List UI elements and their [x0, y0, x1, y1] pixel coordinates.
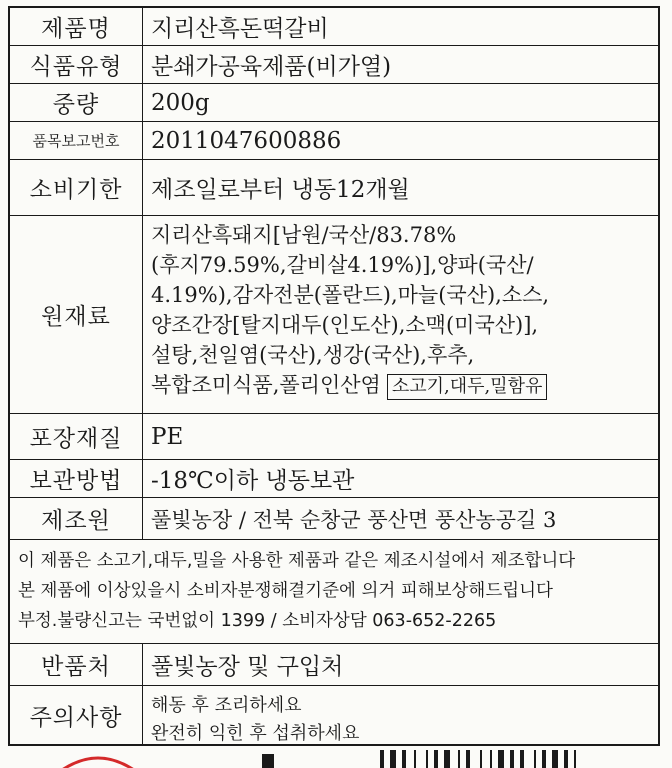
row-food-type [10, 46, 658, 84]
ingredients-line: 지리산흑돼지[남원/국산/83.78% [151, 223, 457, 247]
barcode-bar [434, 750, 438, 768]
barcode-bar [414, 750, 416, 768]
caution-value [151, 686, 652, 744]
row-storage [10, 460, 658, 498]
storage-key: 보관방법 [10, 460, 143, 497]
stamp-circle-arc [62, 758, 134, 768]
notice-line: 본 제품에 이상있을시 소비자분쟁해결기준에 의거 피해보상해드립니다 [18, 581, 553, 601]
ingredients-line: (후지79.59%,갈비살4.19%)],양파(국산/ [151, 253, 534, 277]
packaging-key: 포장재질 [10, 414, 143, 459]
ingredients-line: 양조간장[탈지대두(인도산),소맥(미국산)], [151, 313, 539, 337]
returns-key: 반품처 [10, 644, 143, 685]
product-name-value: 지리산흑돈떡갈비 [151, 16, 329, 42]
barcode-bar [444, 750, 450, 768]
barcode-bar [520, 750, 524, 768]
caution-line: 해동 후 조리하세요 [151, 695, 302, 716]
barcode-bar [510, 750, 514, 768]
expiry-value: 제조일로부터 냉동12개월 [151, 177, 410, 203]
report-number-key: 품목보고번호 [10, 122, 143, 159]
caution-line: 완전히 익힌 후 섭취하세요 [151, 723, 360, 744]
barcode-bar [490, 750, 492, 768]
row-ingredients [10, 216, 658, 414]
notice-text [18, 546, 650, 636]
caution-key: 주의사항 [10, 686, 143, 744]
bottom-marks [0, 748, 672, 768]
barcode-bar [534, 750, 536, 768]
row-returns [10, 644, 658, 686]
small-mark [262, 754, 274, 768]
ingredients-line: 4.19%),감자전분(폴란드),마늘(국산),소스, [151, 283, 550, 307]
product-name-key: 제품명 [10, 8, 143, 45]
row-product-name [10, 8, 658, 46]
barcode-bar [380, 750, 384, 768]
row-expiry [10, 160, 658, 216]
weight-value: 200g [151, 89, 210, 116]
barcode-bar [480, 750, 482, 768]
barcode-bar [574, 750, 576, 768]
ingredients-key: 원재료 [10, 216, 143, 413]
packaging-value: PE [151, 423, 184, 450]
allergen-badge: 소고기,대두,밀함유 [387, 374, 548, 400]
notice-line: 부정.불량신고는 국번없이 1399 / 소비자상담 063-652-2265 [18, 611, 497, 631]
food-type-key: 식품유형 [10, 46, 143, 83]
barcode-bar [458, 750, 460, 768]
barcode-bar [542, 750, 546, 768]
ingredients-value [151, 216, 652, 413]
manufacturer-key: 제조원 [10, 498, 143, 539]
barcode-bar [498, 750, 504, 768]
ingredients-line: 설탕,천일염(국산),생강(국산),후추, [151, 343, 475, 367]
manufacturer-value: 풀빛농장 / 전북 순창군 풍산면 풍산농공길 3 [151, 507, 557, 532]
barcode-icon [380, 750, 576, 768]
row-manufacturer [10, 498, 658, 540]
barcode-bar [402, 750, 406, 768]
report-number-value: 2011047600886 [151, 127, 342, 154]
row-caution [10, 686, 658, 744]
barcode-bar [426, 750, 428, 768]
storage-value: -18℃이하 냉동보관 [151, 468, 355, 494]
barcode-bar [390, 750, 396, 768]
barcode-bar [552, 750, 558, 768]
row-packaging [10, 414, 658, 460]
food-type-value: 분쇄가공육제품(비가열) [151, 54, 392, 80]
ingredients-line: 복합조미식품,폴리인산염 [151, 373, 381, 397]
label-bottom-edge [0, 748, 672, 768]
barcode-bar [564, 750, 568, 768]
row-report-number [10, 122, 658, 160]
label-table [8, 6, 660, 746]
expiry-key: 소비기한 [10, 160, 143, 215]
barcode-bar [466, 750, 470, 768]
returns-value: 풀빛농장 및 구입처 [151, 654, 344, 680]
notice-line: 이 제품은 소고기,대두,밀을 사용한 제품과 같은 제조시설에서 제조합니다 [18, 551, 576, 571]
weight-key: 중량 [10, 84, 143, 121]
ingredients-line-last [151, 370, 652, 400]
row-weight [10, 84, 658, 122]
row-notice [10, 540, 658, 644]
